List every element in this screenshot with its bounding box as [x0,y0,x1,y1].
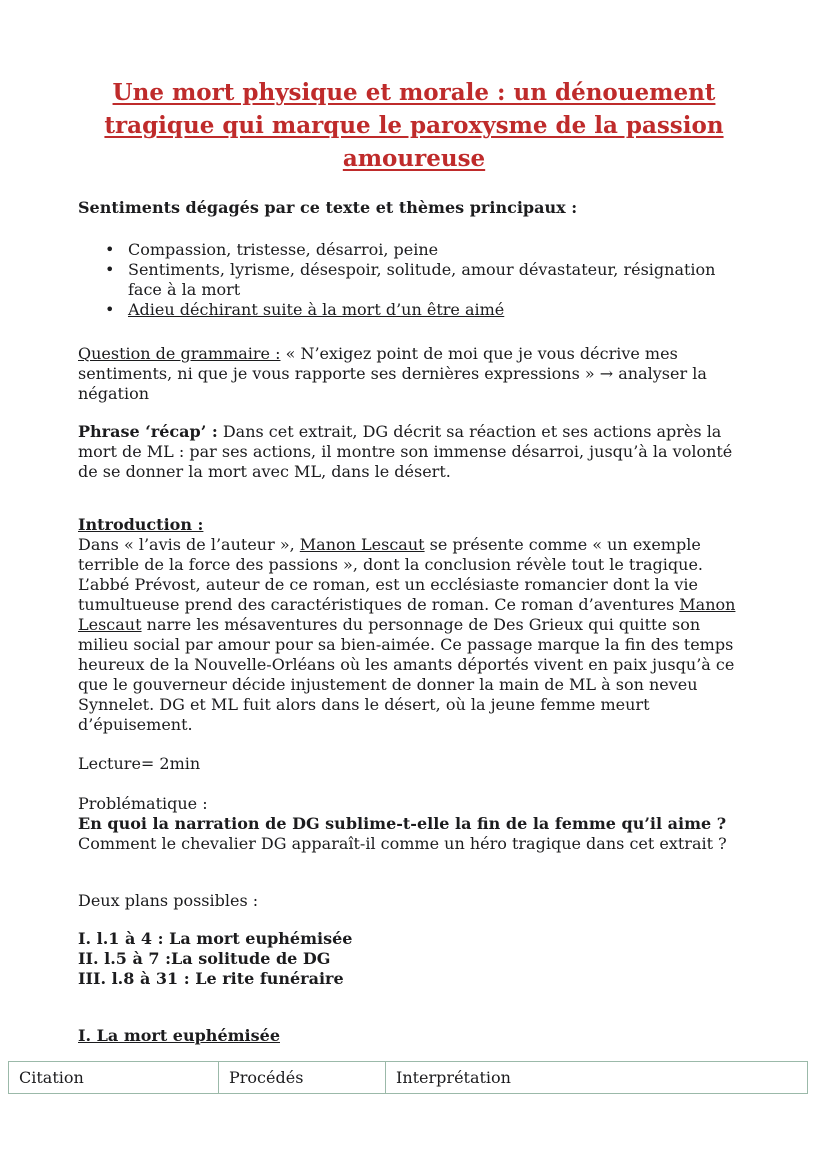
table-header-citation: Citation [9,1062,219,1094]
document-title: Une mort physique et morale : un dénouement tragique qui marque le paroxysme de la passion amoureuse [104,79,724,172]
plans-label: Deux plans possibles : [78,891,259,910]
table-header-row [9,1062,808,1094]
sentiments-list [78,240,750,320]
intro-text: se présente comme « un exemple terrible de la force des passions », dont la conclusion révèle tout le tragique. L’abbé Prévost, auteur de ce roman, est un ecclésiaste romancier dont la vie tumultueuse prend des caractéristiques de roman. Ce roman d’aventures [78,535,704,614]
problematique-label: Problématique : [78,794,208,813]
section-1-heading: I. La mort euphémisée [78,1026,280,1045]
grammar-question-paragraph [78,344,750,404]
plan-item-3: III. l.8 à 31 : Le rite funéraire [78,969,344,988]
book-title: Manon Lescaut [78,595,736,634]
recap-text: Dans cet extrait, DG décrit sa réaction et ses actions après la mort de ML : par ses actions, il montre son immense désarroi, jusqu’à la volonté de se donner la mort avec ML, dans le désert. [78,422,733,481]
bullet-text-underlined: Adieu déchirant suite à la mort d’un être aimé [128,300,505,319]
recap-label: Phrase ‘récap’ : [78,422,218,441]
sentiments-heading: Sentiments dégagés par ce texte et thèmes principaux : [78,198,578,217]
bullet-text: Sentiments, lyrisme, désespoir, solitude, amour dévastateur, résignation face à la mort [128,260,716,299]
table-header-interpretation: Interprétation [386,1062,808,1094]
list-item [78,300,750,320]
introduction-heading: Introduction : [78,515,204,534]
list-item [78,240,750,260]
list-item [78,260,750,300]
plan-item-1: I. l.1 à 4 : La mort euphémisée [78,929,353,948]
plan-item-2: II. l.5 à 7 :La solitude de DG [78,949,331,968]
reading-time: Lecture= 2min [78,754,201,773]
table-header-procedes: Procédés [219,1062,386,1094]
grammar-question-text: « N’exigez point de moi que je vous décrive mes sentiments, ni que je vous rapporte ses dernières expressions » → analyser la négation [78,344,707,403]
intro-text: Dans « l’avis de l’auteur », [78,535,300,554]
bullet-text: Compassion, tristesse, désarroi, peine [128,240,439,259]
book-title: Manon Lescaut [299,535,425,554]
intro-text: narre les mésaventures du personnage de Des Grieux qui quitte son milieu social par amour pour sa bien-aimée. Ce passage marque la fin des temps heureux de la Nouvelle-Orléans où les amants déportés vivent en paix jusqu’à ce que le gouverneur décide injustement de donner la main de ML à son neveu Synnelet. DG et ML fuit alors dans le désert, où la jeune femme meurt d’épuisement. [78,615,735,734]
introduction-paragraph [78,535,750,735]
grammar-question-label: Question de grammaire : [78,344,281,363]
recap-paragraph [78,422,750,482]
analysis-table [8,1061,808,1094]
problematique-question-bold: En quoi la narration de DG sublime-t-elle la fin de la femme qu’il aime ? [78,814,727,833]
problematique-question-2: Comment le chevalier DG apparaît-il comme un héro tragique dans cet extrait ? [78,834,727,853]
